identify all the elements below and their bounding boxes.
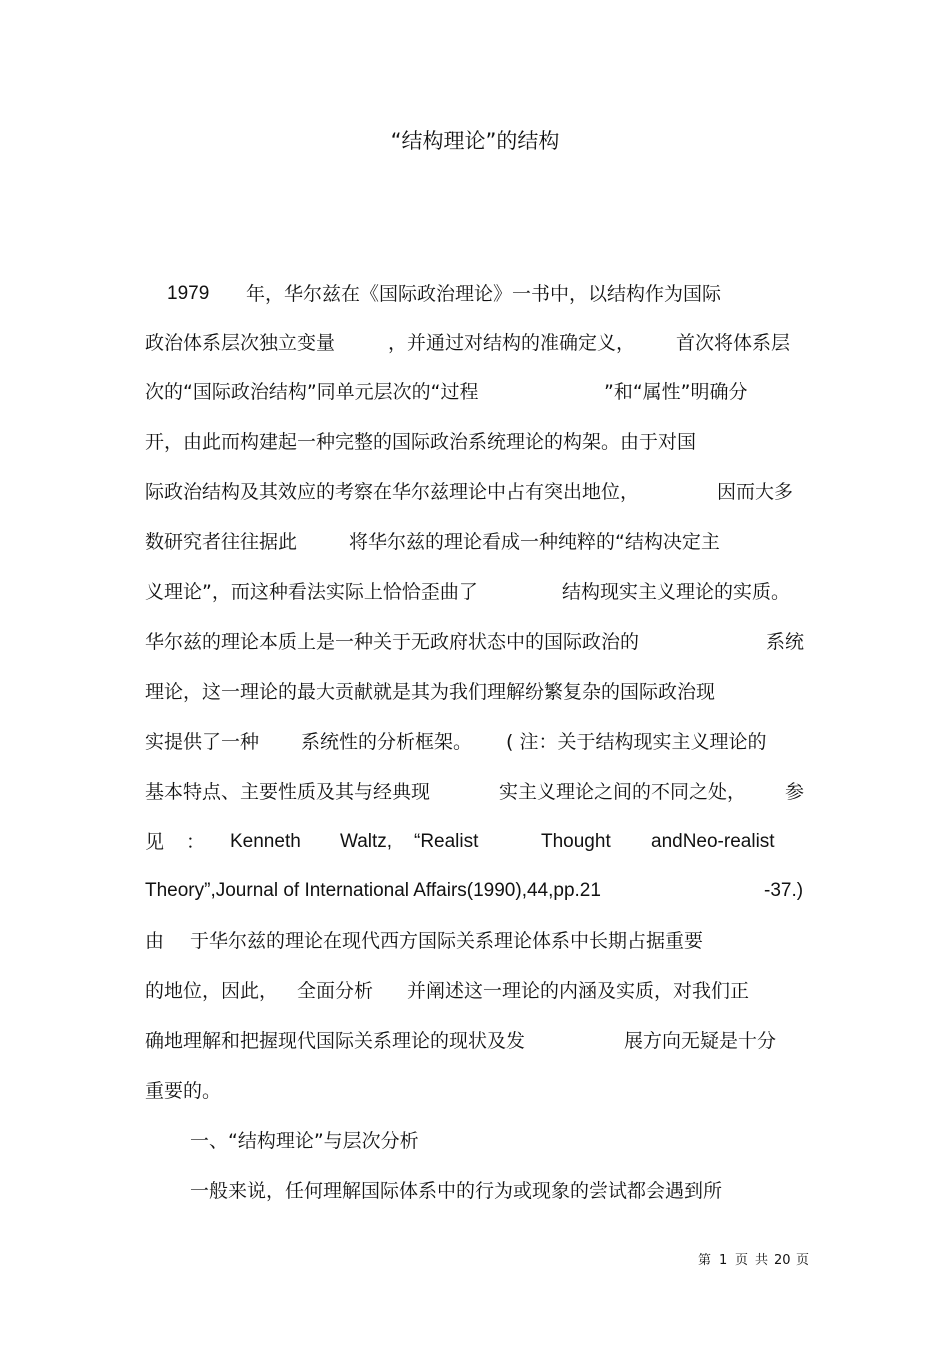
text-segment: 一般来说，任何理解国际体系中的行为或现象的尝试都会遇到所 (190, 1180, 723, 1202)
text-segment: 年，华尔兹在《国际政治理论》一书中，以结构作为国际 (246, 283, 722, 305)
text-segment: 首次将体系层 (676, 332, 791, 354)
text-line (0, 876, 950, 906)
text-segment: ，并通过对结构的准确定义， (388, 332, 636, 354)
footer-word: 页 (796, 1253, 810, 1268)
text-segment: 实提供了一种 (145, 731, 260, 753)
text-line (0, 727, 950, 757)
text-line (0, 427, 950, 457)
text-segment: 一、“结构理论”与层次分析 (190, 1130, 419, 1152)
text-line (0, 1026, 950, 1056)
text-segment: 开，由此而构建起一种完整的国际政治系统理论的构架。由于对国 (145, 431, 697, 453)
text-segment: 义理论”，而这种看法实际上恰恰歪曲了 (145, 581, 478, 603)
text-line (0, 1176, 950, 1206)
text-line (0, 477, 950, 507)
text-segment: Theory”,Journal of International Affairs(1990),44,pp.21 (145, 880, 601, 901)
text-segment: -37.) (764, 880, 804, 901)
document-title: “结构理论”的结构 (390, 129, 560, 153)
text-segment: 见 (145, 831, 165, 853)
text-line (0, 627, 950, 657)
text-segment: 参 (785, 781, 805, 803)
text-segment: 于华尔兹的理论在现代西方国际关系理论体系中长期占据重要 (190, 930, 704, 952)
text-segment: 由 (145, 930, 165, 952)
page-footer (0, 1251, 950, 1271)
text-line (0, 328, 950, 358)
text-segment: 理论，这一理论的最大贡献就是其为我们理解纷繁复杂的国际政治现 (145, 681, 716, 703)
text-line (0, 926, 950, 956)
footer-page-total: 20 (774, 1253, 791, 1268)
text-segment: ”和“属性”明确分 (604, 381, 748, 403)
text-segment: 次的“国际政治结构”同单元层次的“过程 (145, 381, 479, 403)
text-segment: 并阐述这一理论的内涵及实质，对我们正 (407, 980, 750, 1002)
text-line (0, 1126, 950, 1156)
footer-word: 共 (755, 1253, 769, 1268)
text-segment: 数研究者往往据此 (145, 531, 298, 553)
text-line (0, 527, 950, 557)
footer-word: 第 (698, 1253, 712, 1268)
text-segment: 将华尔兹的理论看成一种纯粹的“结构决定主 (349, 531, 720, 553)
text-line (0, 976, 950, 1006)
text-segment: Thought (541, 831, 611, 852)
text-segment: 全面分析 (297, 980, 374, 1002)
text-line (0, 377, 950, 407)
text-segment: 因而大多 (717, 481, 794, 503)
text-segment: 政治体系层次独立变量 (145, 332, 336, 354)
text-segment: 的地位，因此， (145, 980, 279, 1002)
text-segment: 结构现实主义理论的实质。 (562, 581, 791, 603)
text-segment: 确地理解和把握现代国际关系理论的现状及发 (145, 1030, 526, 1052)
text-segment: 系统 (766, 631, 805, 653)
text-segment: 1979 (167, 283, 210, 304)
text-segment: 基本特点、主要性质及其与经典现 (145, 781, 431, 803)
text-segment: “Realist (414, 831, 479, 852)
text-line (0, 577, 950, 607)
footer-page-number: 1 (719, 1253, 728, 1268)
text-segment: 重要的。 (145, 1080, 222, 1102)
text-segment: ： (186, 831, 206, 853)
text-segment: 展方向无疑是十分 (624, 1030, 777, 1052)
text-segment: 华尔兹的理论本质上是一种关于无政府状态中的国际政治的 (145, 631, 640, 653)
text-line (0, 827, 950, 857)
footer-word: 页 (735, 1253, 749, 1268)
text-line (0, 279, 950, 309)
text-line (0, 1076, 950, 1106)
text-segment: ( 注：关于结构现实主义理论的 (506, 731, 767, 753)
text-line (0, 777, 950, 807)
text-segment: 际政治结构及其效应的考察在华尔兹理论中占有突出地位， (145, 481, 640, 503)
text-segment: 系统性的分析框架。 (301, 731, 473, 753)
text-line (0, 677, 950, 707)
text-segment: Waltz, (340, 831, 393, 852)
text-segment: Kenneth (230, 831, 301, 852)
text-segment: andNeo-realist (651, 831, 775, 852)
text-segment: 实主义理论之间的不同之处， (499, 781, 747, 803)
